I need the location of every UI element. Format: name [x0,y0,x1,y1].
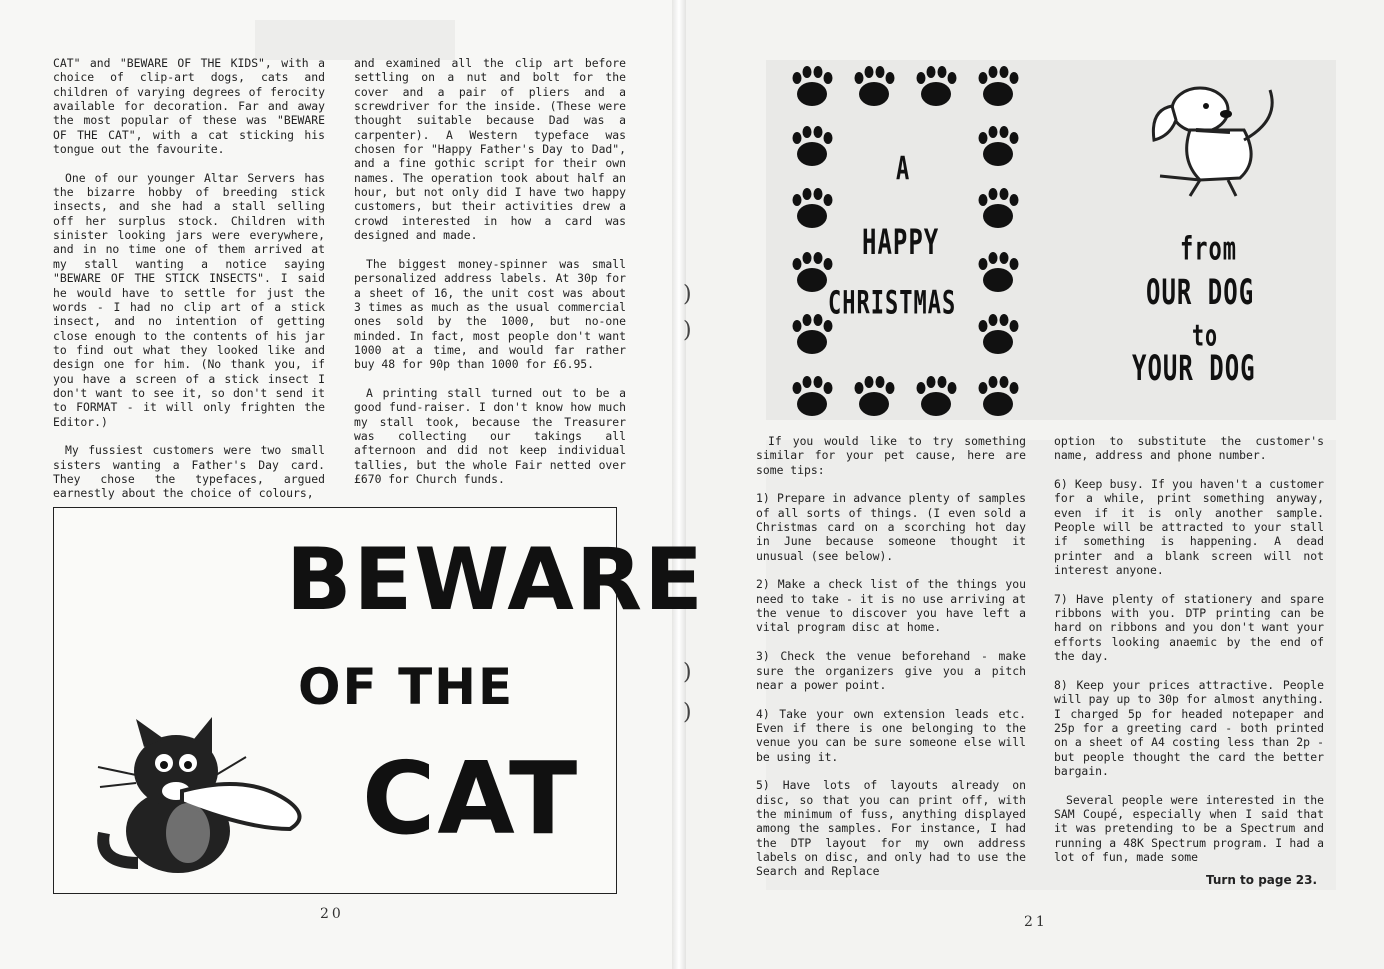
book-gutter [672,0,686,969]
turn-to-page: Turn to page 23. [1206,873,1318,887]
paragraph: 1) Prepare in advance plenty of samples of all sorts of things. (I even sold a Christmas card on a scorching hot day in June because someone thought it unusual (see below). [756,491,1026,563]
paragraph: One of our younger Altar Servers has the bizarre hobby of breeding stick insects, and she had a stall selling off her surplus stock. Children with sinister looking jars were everywhere, and in no time one of them arrived at my stall wanting a notice saying "BEWARE OF THE STICK INSECTS". I said he would have to settle for just the words - I had no clip art of a stick insect, and no intention of getting close enough to the contents of his jar to find out what they looked like and design one for him. (No thank you, if you have a screen of a stick insect I don't want to see it, so don't send it to FORMAT - it will only frighten the Editor.) [53,170,325,429]
card-word-happy: HAPPY [862,222,940,263]
paragraph: The biggest money-spinner was small personalized address labels. At 30p for a sheet of 16, the unit cost was about 3 times as much as the usual commercial ones sold by the 1000, but no-one minded. In fact, most people don't want 1000 at a time, and would far rather buy 48 for 90p than 1000 for £6.95. [354,256,626,372]
card-word-to: to [1192,318,1219,353]
paragraph: option to substitute the customer's name, address and phone number. [1054,434,1324,463]
paragraph: 7) Have plenty of stationery and spare ribbons with you. DTP printing can be hard on ribbons and you don't want your efforts looking anaemic by the end of the day. [1054,591,1324,664]
paragraph: 2) Make a check list of the things you need to take - it is no use arriving at the venue to discover you have left a vital program disc at home. [756,577,1026,635]
sign-line-1: BEWARE [286,530,705,630]
sign-line-3: CAT [362,740,580,857]
paragraph: A printing stall turned out to be a good fund-raiser. I don't know how much my stall took, because the Treasurer was collecting our takings all afternoon and did not keep individual tallies, but the whole Fair netted over £670 for Church funds. [354,385,626,486]
right-column-2 [1054,434,1324,879]
sign-line-2: OF THE [298,658,515,716]
paragraph: My fussiest customers were two small sisters wanting a Father's Day card. They chose the typefaces, argued earnestly about the choice of colours, [53,443,325,501]
paw-print-icon [976,312,1020,356]
paw-print-icon [976,64,1020,108]
card-word-your-dog: YOUR DOG [1132,348,1256,389]
margin-mark: ) [683,318,692,343]
paw-print-icon [976,374,1020,418]
paragraph: CAT" and "BEWARE OF THE KIDS", with a choice of clip-art dogs, cats and children of varying degrees of ferocity available for decoration. Far and away the most popular of these was "BEWARE OF THE CAT", with a cat sticking his tongue out the favourite. [53,56,325,157]
paragraph: 8) Keep your prices attractive. People will pay up to 30p for almost anything. I charged 5p for headed notepaper and 25p for a greeting card - both printed on a sheet of A4 costing less than 2p - but people thought the card the better bargain. [1054,677,1324,778]
paragraph: Several people were interested in the SAM Coupé, especially when I said that it was pretending to be a Spectrum and running a 48K Spectrum program. I had a lot of fun, made some [1054,792,1324,864]
page-number: 20 [320,906,344,922]
paragraph: 3) Check the venue beforehand - make sure the organizers give you a pitch near a power point. [756,649,1026,692]
paragraph: and examined all the clip art before settling on a nut and bolt for the cover and a pair of pliers and a screwdriver for the inside. (These were thought suitable because Dad was a carpenter). A Western typeface was chosen for "Happy Father's Day to Dad", and a fine gothic script for their own names. The operation took about half an hour, but not only did I have two happy customers, but their activities drew a crowd interested in how a card was designed and made. [354,56,626,243]
card-word-a: A [896,152,911,189]
bleed-through-shadow [255,20,455,60]
paw-print-icon [976,186,1020,230]
dog-icon [1140,80,1290,200]
page-number: 21 [1024,914,1048,930]
paragraph: If you would like to try something similar for your pet cause, here are some tips: [756,434,1026,477]
margin-mark: ) [683,660,692,685]
paw-print-icon [790,124,834,168]
paw-print-icon [790,64,834,108]
paragraph: 6) Keep busy. If you haven't a customer for a while, print something anyway, even if it is only another sample. People will be attracted to your stall if something is happening. A dead printer and a blank screen will not interest anyone. [1054,477,1324,578]
margin-mark: ) [683,700,692,725]
card-word-from: from [1180,232,1237,269]
paw-print-icon [852,64,896,108]
paw-print-icon [976,250,1020,294]
paw-print-icon [976,124,1020,168]
paragraph: 5) Have lots of layouts already on disc, so that you can print off, with the minimum of fuss, anything displayed among the samples. For instance, I had the DTP layout for my own address labels on disc, and only had to use the Search and Replace [756,778,1026,879]
paw-print-icon [914,64,958,108]
paw-print-icon [914,374,958,418]
paragraph: 4) Take your own extension leads etc. Even if there is one belonging to the venue you can be sure someone else will be using it. [756,706,1026,764]
card-word-christmas: CHRISTMAS [828,286,957,323]
right-column-1 [756,434,1026,893]
card-word-our-dog: OUR DOG [1146,272,1255,313]
left-column-1 [53,56,325,515]
paw-print-icon [790,374,834,418]
paw-print-icon [852,374,896,418]
beware-sign [53,507,705,894]
left-column-2 [354,56,626,501]
margin-mark: ) [683,282,692,307]
cat-icon [78,713,338,883]
paw-print-icon [790,186,834,230]
